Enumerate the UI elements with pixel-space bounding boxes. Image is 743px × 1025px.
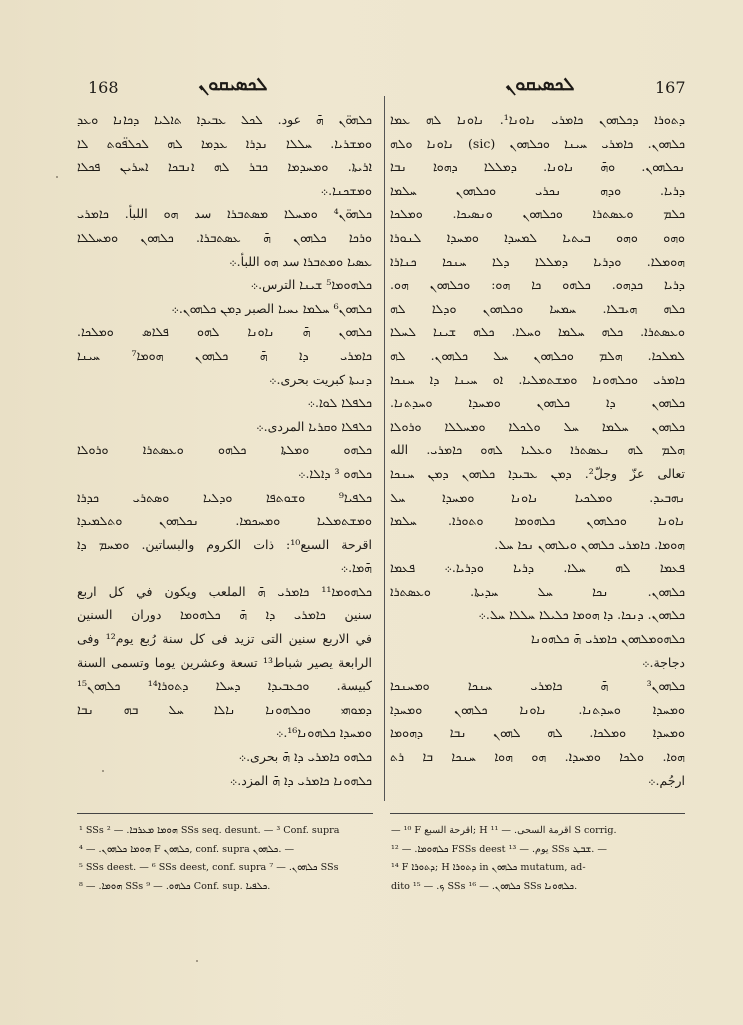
text-line: ܟܠܦܠܐ ܘܩܪܝܐ المردى.܀ (256, 418, 372, 434)
text-line: دجاجة.܀ (641, 654, 685, 670)
footnote-line: ¹ SSs ܗܘܡܐ ܡܥܪܒܐ. — ² SSs seq. desunt. — ³ Conf. supra (79, 825, 340, 836)
paper-speck (56, 176, 58, 178)
left-running-header: ܠܟܣܝܩܘܢ (198, 74, 268, 95)
text-line: ܢܗܒܝܕ. ܘܡܠܟܝܐ ܢܐܘܢܐ ܘܡܚܕܐ ܚܠ (390, 489, 685, 505)
text-line: ܟܠܗܘܡܐ⁵ ܫܝܢܐ الترس.܀ (250, 277, 372, 293)
text-line: ܟܠܗܘܢ. ܟܐܡܪܝ ܚܝܢܐ ܘܟܠܗܘܢ (sic) ܢܐܘܢܐ ܘܠܗ (390, 135, 685, 151)
text-line: ارجُم.܀ (647, 772, 685, 788)
paper-speck (102, 770, 104, 772)
footnote-line: ܗܘܡܐ. — ⁸ SSs ܟܠܗܘ. — ⁹ Conf. sup. ܟܠܦܝܐ. (79, 880, 271, 892)
footnote-line: — ¹⁰ F اقرحة السبع; H اقرمة السحى. — ¹¹ S corrig. (391, 825, 617, 836)
right-page-number: 167 (655, 78, 686, 97)
text-line: ܢܟܠܗܘܢ. ܘܗ̄ ܢܐܘܢܐ. ܕܡܠܠܐ ܕܗܘܐ ܢܒܐ (390, 159, 685, 175)
text-line: ܗܘܡܐ. ܟܐܡܪܝ ܟܠܗܘܢ ܘܝܠܗܘܢ ܢܟܐ ܚܠ. (494, 536, 685, 552)
text-line: ܘܡܚܕܐ ܟܠܗܘܢܐ¹⁶.܀ (275, 725, 372, 741)
right-footnote-rule (390, 813, 685, 814)
text-line: ܕܬܘܪܐ ܕܟܠܗܘܢ ܟܐܡܪܝ ܢܐܘܢܐ¹. ܢܐܘܢܐ ܠܗ ܥܡܐ (390, 112, 685, 127)
text-line: ܘܥܣܬܪܐ. ܟܠܗ ܚܠܡܐ ܘܚܠܐ. ܟܠܗ ܫܝܢܐ ܠܚܠܐ (390, 324, 685, 340)
left-column-text (77, 108, 372, 792)
right-column-text (390, 108, 685, 792)
text-line: كبيسة. ܘܟܥܒܝܕܐ ܕܚܠܐ ܕܬܘܪܐ¹⁴ ܟܠܗܘܢ¹⁵ (77, 678, 372, 694)
footnote-line: ¹⁴ F ܕܬܘܪܐ; H ܕܬܘܪܐ in ܟܠܗܘܢ mutatum, ad- (391, 862, 586, 874)
text-line: ܐܪܝܬܐ. ܘܡܚܕܡܐ ܟܒܪ ܠܗ ܐܢܒܟܐ ܐܚܪܝܢ ܦܟܠܐ (77, 159, 372, 175)
text-line: ܟܠܗܘܢ. ܕܢܟܐ. ܕܐ ܗܘܡܐ ܟܠܝܠܐ ܚܠܠܐ ܚܠ.܀ (478, 607, 685, 623)
text-line: ܟܠܗܘܡܐ¹¹ ܟܐܡܪܝ ܗ̄ الملعب ويكون في كل اربع (77, 583, 372, 599)
text-line: ܠܡܠܟܐ. ܗܠܡ ܘܟܠܗܘܢ ܚܠ ܟܠܗܘܢ. ܠܗ (390, 347, 685, 363)
text-line: ܟܠܗܘܢ ܗ̄ ܢܐܘܢܐ ܠܗܘ ܦܠܐܣ ܘܡܠܟܐ. (77, 324, 372, 340)
text-line: ܟܠܡ ܘܥܣܬܪܐ ܘܟܠܗܘܢ ܘܢܣܝܟܐ. ܘܡܠܟܐ (390, 206, 685, 222)
text-line: اقرحة السبع¹⁰: ذات الكروم والبساتين. ܘܡܚܡ ܕܐ (77, 536, 372, 552)
text-line: ܗ̄ܡܐ.܀ (340, 560, 372, 576)
text-line: ܟܠܦܝܐ⁹ ܘܫܘܬܦܐ ܘܕܠܝܐ ܘܣܬܪܝ ܟܕܪܐ (77, 489, 372, 505)
text-line: ܟܠܗܘܢ⁶ ܚܠܡܐ ܝܚܝܐ الصبر ܕܡܢ ܟܠܗܘܢ.܀ (171, 300, 372, 316)
text-line: ܗܘܡܠܐ. ܘܕܪܝܐ ܕܡܠܠܐ ܕܠܐ ܚܢܟܐ ܟܢܐܪܐ (390, 253, 685, 269)
left-footnote-rule (77, 813, 373, 814)
text-line: ܦܥܡܐ ܠܗ ܚܠܐ. ܕܪܝܐ ܘܕܪܝܐ.܀ ܦܥܡܐ (390, 560, 685, 576)
left-footnotes (79, 822, 375, 896)
text-line: ܟܠܗܘܡܠܗܘܢ ܟܐܡܪܝ ܗ̄ ܟܠܗܘܢܐ (530, 631, 685, 647)
text-line: الرابعة يصير شباط¹³ تسعة وعشرين يوما وتسمى السنة (77, 654, 372, 670)
text-line: ܟܠܗܘ̈ܢ ܗ̄ عود. ܠܟܠ ܥܒܝܕܐ ܬܐܠܝܐ ܕܟܐܢܐ ܘܥܕ (77, 112, 372, 127)
text-line: ܟܠܗܘܢ ܕܐ ܟܠܗܘܢ ܘܡܚܕܐ ܘܚܕܬܢܐ. (390, 395, 685, 411)
footnote-line: dito ܟ. — ¹⁵ SSs ܟܠܗܘܢ. — ¹⁶ SSs ܟܠܗܘܢܐ. (391, 880, 578, 892)
text-line: ܗܠܡ ܠܗ ܢܥܣܬܪܐ ܘܥܠܝܐ ܠܗܘ ܟܐܡܪܝ. الله (390, 442, 685, 458)
text-line: ܘܡܫܬܡܠܝܐ ܘܡܚܟܡܐ. ܢܟܠܗܘܢ ܘܬܠܡܝܕܐ (77, 513, 372, 529)
text-line: ܕܪܝܐ ܟܕܗܘ. ܟܠܗܘ ܟܐ ܗܘ: ܘܟܠܗܘܢ ܗܘ. (390, 277, 685, 293)
text-line: ܟܐܡܪܝ ܕܐ ܗ̄ ܟܠܗܘܢ ܗܘܡܐ⁷ ܚܝܢܐ (77, 347, 372, 363)
right-running-header: ܠܟܣܝܩܘܢ (505, 74, 575, 95)
text-line: ܟܠܗ ܗܝܒܠܐ. ܚܡܚܐ ܘܟܠܗܘܢ ܘܕܠܐ ܠܗ (390, 300, 685, 316)
text-line: في الاربع سنين التى تزيد فى كل سنة رُبع يوم¹² وفى (77, 631, 372, 647)
text-line: ܟܠܗܘܢܐ ܟܐܡܪܝ ܕܐ ܗ̄ المزد.܀ (229, 772, 372, 788)
text-line: ܘܪܟܐ ܟܠܗܘܢ ܗ̄ ܥܣܬܒܪܐ. ܟܠܗܘܢ ܘܡܚܠܠܐ (77, 229, 372, 245)
text-line: سنين ܟܐܡܪܝ ܕܐ ܗ̄ ܟܠܗܘܡܐ دوران السنين (77, 607, 372, 623)
right-footnotes (391, 822, 687, 896)
text-line: ܘܡܫܪܝܐ. ܚܠܠܐ ܢܕܪܐ ܥܕܡܐ ܠܗ ܠܟܠܦ̈ܘܬ ܠܐ (77, 135, 372, 151)
left-page-number: 168 (88, 78, 119, 97)
text-line: ܥܣܝܐ ܘܡܬܒܪܐ سد ܗܘ اللبأ.܀ (229, 253, 372, 269)
text-line: ܟܠܗܘܢ ܚܠܡܐ ܚܠ ܘܠܟܠܐ ܘܡܚܠܠܐ ܘܪܘܠܐ (390, 418, 685, 434)
text-line: ܟܠܗܘܢ³ ܗ̄ ܟܐܡܪܝ ܚܢܟܐ ܘܡܚܢܟܐ (390, 678, 685, 694)
footnote-line: ܟܠܗܘܡܐ. — ¹² FSSs deest يوم. — ¹³ SSs ܫܒܛ. — (391, 843, 607, 855)
text-line: ܟܠܗܘ ܟܐܡܪܝ ܕܐ ܗ̄ بحرى.܀ (238, 749, 372, 765)
text-line: ܗܘܐ. ܘܠܟܐ ܘܡܚܕܐ. ܗܘ ܗܘܐ ܚܢܟܐ ܒܐ ܪܬ (390, 749, 685, 765)
text-line: ܘܡܚܕܐ ܘܡܠܟܐ. ܠܗ ܠܗܘܢ ܢܒܐ ܕܗܘܡܐ (390, 725, 685, 741)
text-line: ܟܠܗܘ̈ܢ⁴ ܘܡܚܠܐ ܡܣܬܒܪܐ سد ܗܘ اللبأ. ܟܐܡܪܝ (77, 206, 372, 222)
text-line: ܟܠܗܘ ܘܡܠܬܐ ܟܠܗܘ ܘܥܣܬܪܐ ܘܪܘܠܐ (77, 442, 372, 458)
footnote-line: ⁵ SSs deest. — ⁶ SSs deest, conf. supra ܟܠܗܘܢ. — ⁷ SSs (79, 862, 339, 874)
text-line: ܕܪܝܐ. ܘܕܗ ܢܟܪܝ ܘܟܠܗܘܢ ܚܠܡܐ (390, 182, 685, 198)
text-line: ܟܠܦܠܐ ܠܘܐ.܀ (307, 395, 372, 411)
text-line: ܘܗܘ ܘܗܘ ܒܝܬܝܐ ܠܡܚܕܐ ܘܡܚܕܐ ܠܢܘܪܐ (390, 229, 685, 245)
text-line: ܕܢܝܬܐ كبريت بحرى.܀ (269, 371, 372, 387)
text-line: ܟܠܗܘ ³ ܕܐܠܐ.܀ (297, 465, 372, 481)
text-line: تعالى عزّ وجلّ². ܕܡܢ ܥܒܝܕܐ ܟܠܗܘܢ ܕܡܢ ܚܢܟܐ (390, 465, 685, 481)
text-line: ܟܐܡܪܝ ܘܟܠܗܘܢܐ ܘܡܫܬܡܠܝܐ. ܐܘ ܚܝܢܐ ܕܐ ܚܢܟܐ (390, 371, 685, 387)
text-line: ܕܡܘܗܝ ܘܟܠܗܘܢܐ ܢܐܠܐ ܚܠ ܒܗ ܢܒܐ (77, 701, 372, 717)
text-line: ܘܡܚܕܐ ܘܚܕܬܢܐ. ܢܐܘܢܐ ܟܠܗܘܢ ܘܡܚܕܐ (390, 701, 685, 717)
paper-speck (196, 960, 198, 962)
text-line: ܘܡܫܟܢܐ.܀ (320, 182, 372, 198)
text-line: ܢܐܘܢܐ ܘܟܠܗܘܢ ܟܠܗܘܡܐ ܘܬܘܪܐ. ܚܠܡܐ (390, 513, 685, 529)
text-line: ܟܠܗܘܢ. ܢܟܐ ܚܠ ܚܕܝܬܐ. ܘܥܣܬܪܐ (390, 583, 685, 599)
column-divider (384, 96, 385, 801)
footnote-line: ܗܘܡܐ ܟܠܗܘܢ. — ⁴ F ܟܠܗܘܢ, conf. supra ܟܠܗܘܢ. — (79, 843, 295, 855)
